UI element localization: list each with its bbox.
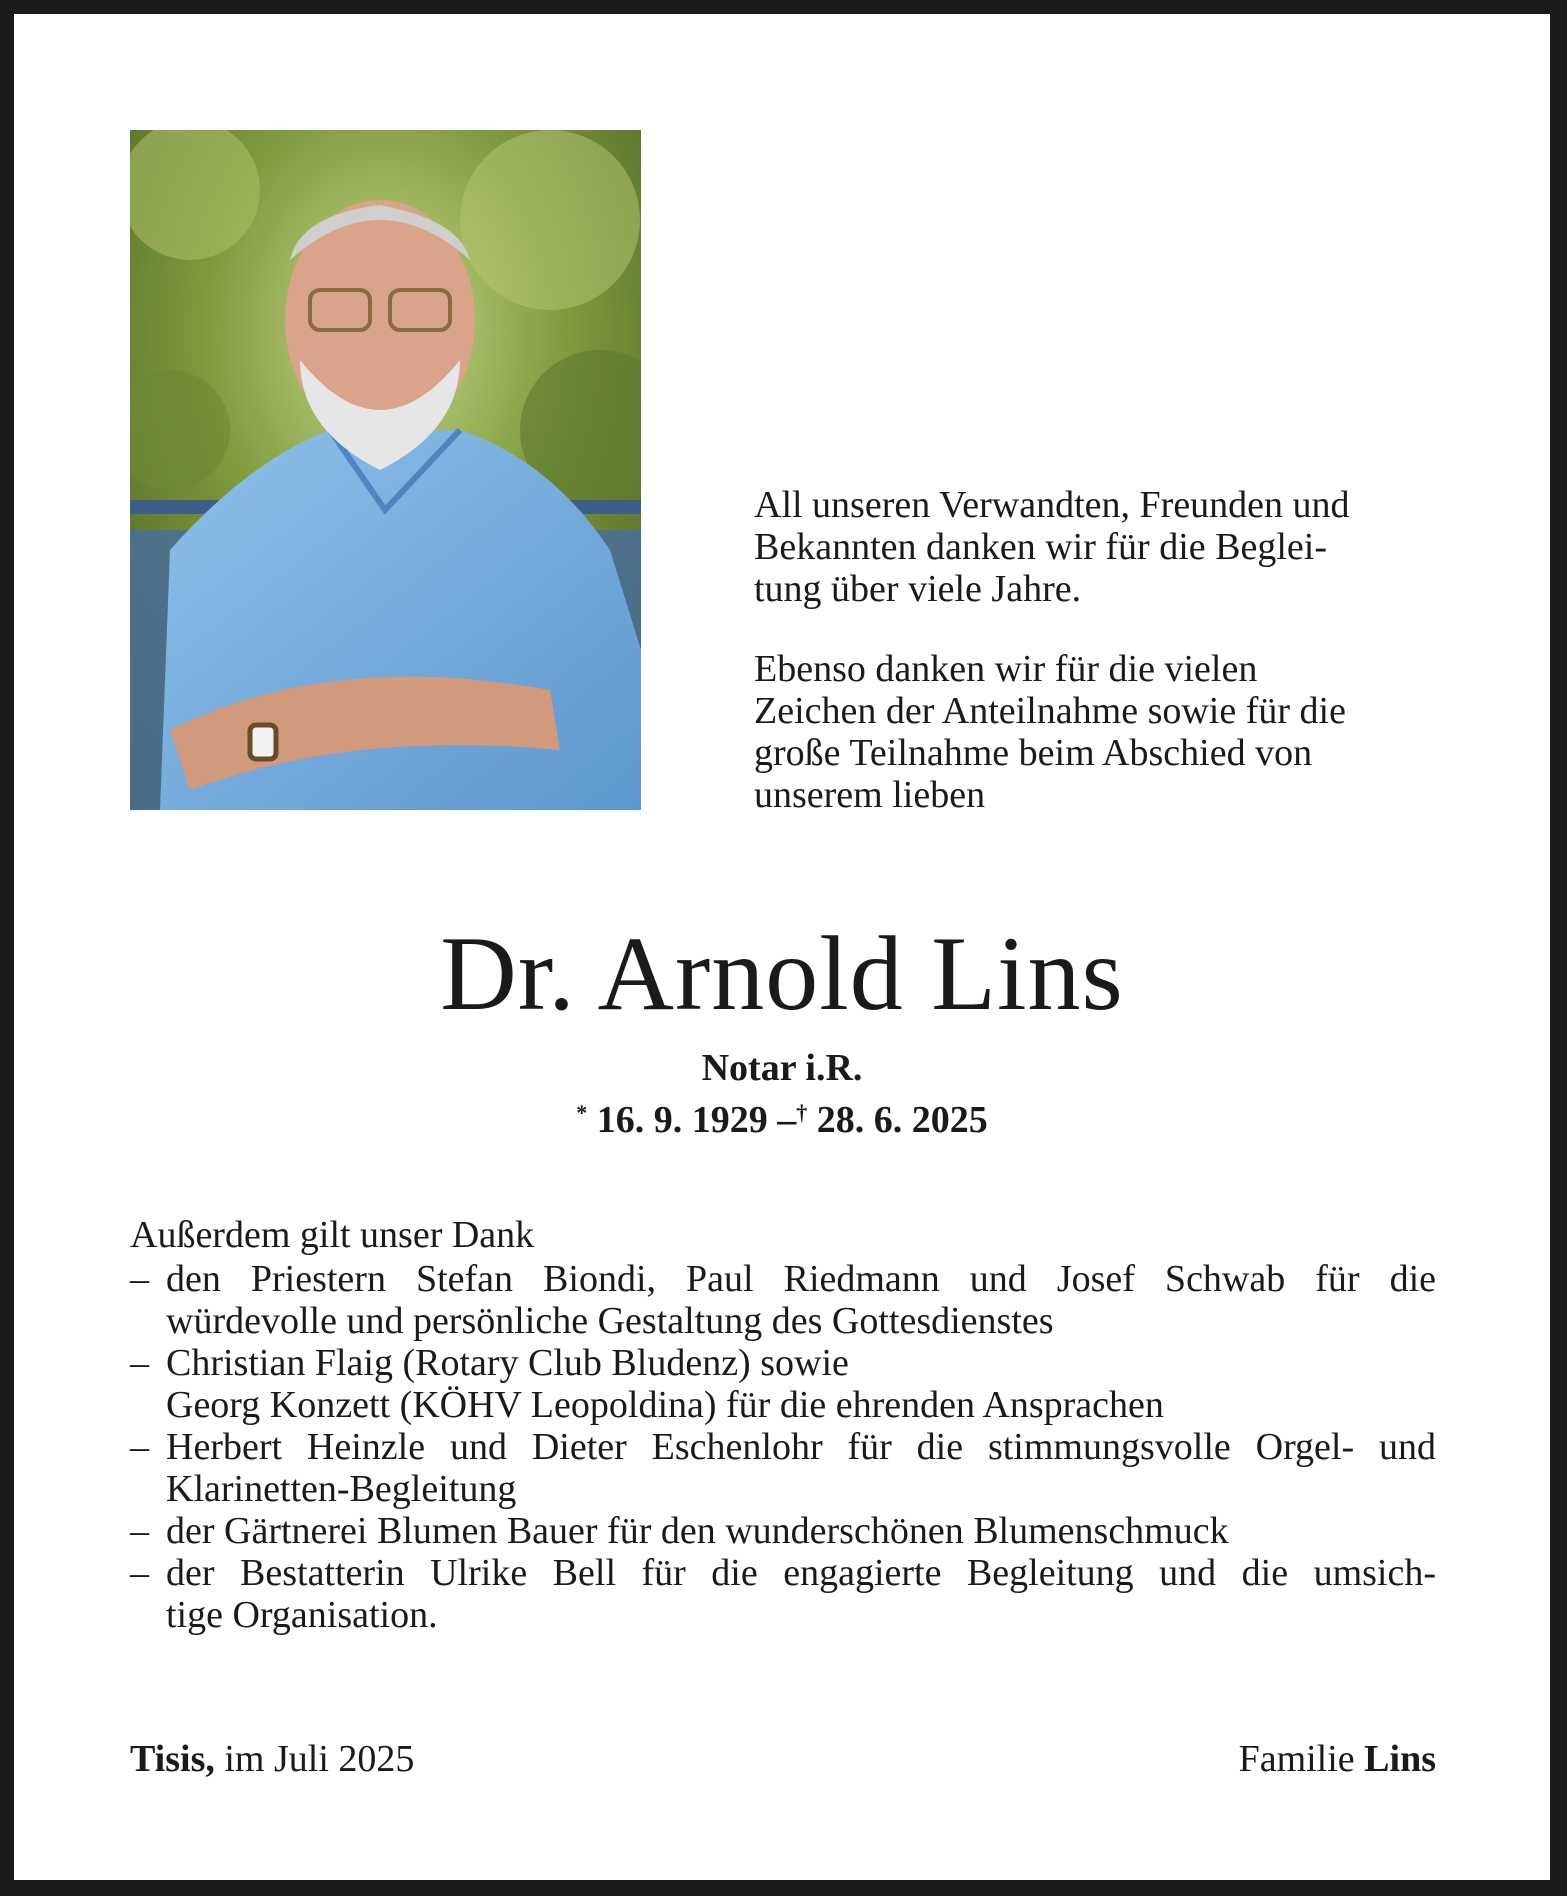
list-item [130,1342,1436,1426]
list-item-line: Georg Konzett (KÖHV Leopoldina) für die ehrenden Ansprachen [166,1384,1164,1426]
intro-p1-line: tung über viele Jahre. [754,568,1082,610]
list-item [130,1552,1436,1636]
place: Tisis, [130,1738,215,1780]
list-item-line: der Gärtnerei Blumen Bauer für den wunderschönen Blumenschmuck [166,1510,1229,1552]
list-dash: – [130,1510,149,1552]
deceased-name: Dr. Arnold Lins [440,915,1124,1032]
life-dates [14,1090,1550,1143]
born-symbol: * [576,1100,588,1125]
thanks-intro: Außerdem gilt unser Dank [130,1214,535,1256]
birth-date: 16. 9. 1929 [596,1099,768,1141]
thanks-section [130,1214,1436,1636]
list-dash: – [130,1342,149,1384]
intro-paragraph-2 [754,648,1436,816]
list-dash: – [130,1552,149,1594]
list-item-line: Klarinetten-Begleitung [166,1468,517,1510]
death-date: 28. 6. 2025 [816,1099,988,1141]
list-dash: – [130,1426,149,1468]
intro-p2-line: Ebenso danken wir für die vielen [754,648,1258,690]
obituary-card [14,14,1550,1880]
place-date [130,1737,414,1781]
intro-p1-line: All unseren Verwandten, Freunden und [754,484,1350,526]
portrait-photo [130,130,641,810]
intro-p2-line: unserem lieben [754,774,986,816]
list-dash: – [130,1258,149,1300]
family-prefix: Familie [1238,1738,1365,1780]
list-item-line: Christian Flaig (Rotary Club Bludenz) sowie [166,1342,849,1384]
intro-paragraph-1 [754,484,1436,610]
thanks-list [130,1258,1436,1636]
list-item [130,1258,1436,1342]
intro-p2-line: Zeichen der Anteilnahme sowie für die [754,690,1346,732]
intro-p2-line: große Teilnahme beim Abschied von [754,732,1313,774]
date-separator: – [777,1099,797,1141]
deceased-title: Notar i.R. [701,1047,863,1089]
portrait-image [130,130,641,810]
died-symbol: † [796,1100,808,1125]
list-item [130,1510,1436,1552]
list-item-line: Herbert Heinzle und Dieter Eschenlohr für die stimmungsvolle Orgel- und [166,1426,1436,1468]
list-item-line: tige Organisation. [166,1594,438,1636]
date: im Juli 2025 [214,1738,415,1780]
list-item [130,1426,1436,1510]
intro-text [754,484,1436,854]
intro-p1-line: Bekannten danken wir für die Beglei- [754,526,1327,568]
list-item-line: der Bestatterin Ulrike Bell für die engagierte Begleitung und die umsich- [166,1552,1436,1594]
list-item-line: würdevolle und persönliche Gestaltung des Gottesdienstes [166,1300,1054,1342]
list-item-line: den Priestern Stefan Biondi, Paul Riedmann und Josef Schwab für die [166,1258,1436,1300]
signature [1239,1737,1436,1781]
family-name: Lins [1364,1738,1436,1780]
